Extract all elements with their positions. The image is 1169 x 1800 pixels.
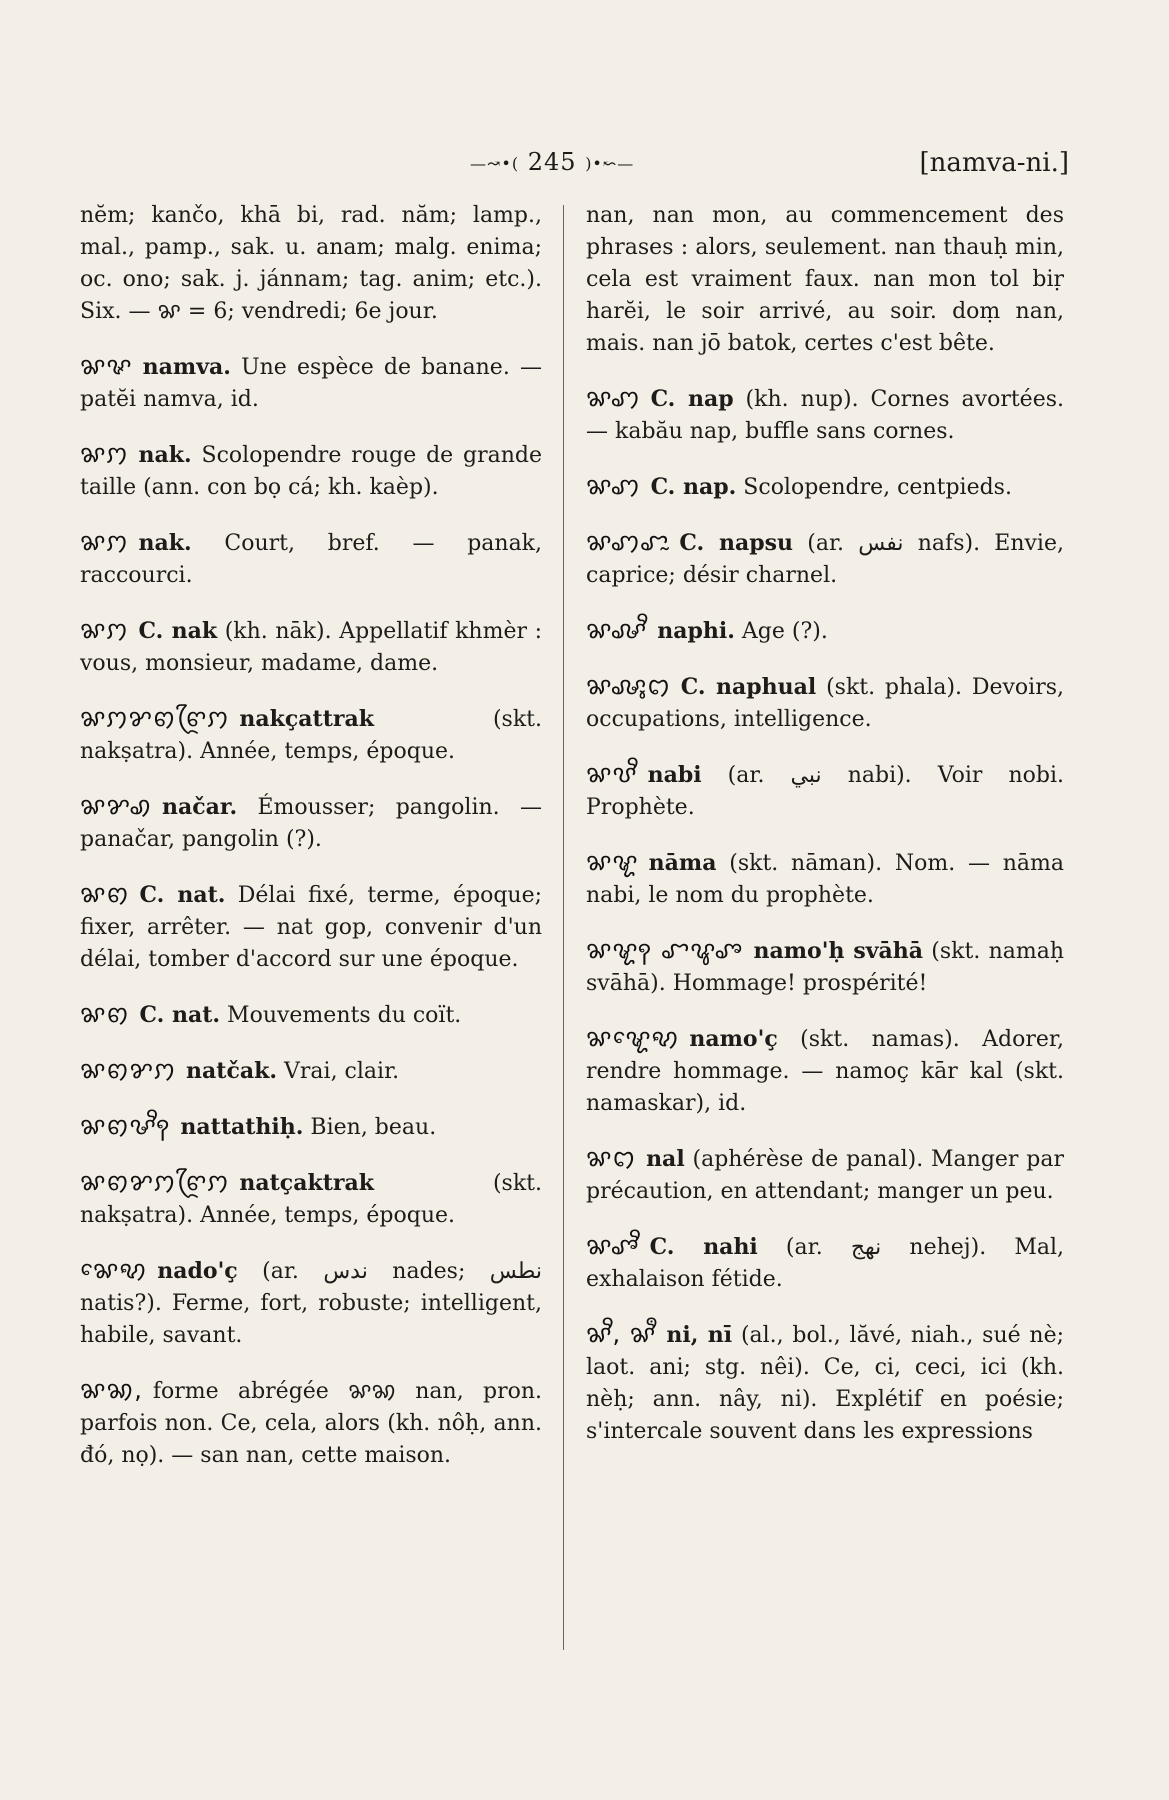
cham-script-glyphs: ꨗꨯꩋ — [80, 1256, 148, 1284]
dictionary-entry — [586, 670, 1064, 736]
cham-script-glyphs: ꨗꨪ, ꨗꨫ — [586, 1320, 657, 1348]
page-number-text: 245 — [527, 148, 577, 176]
entry-definition: Bien, beau. — [310, 1115, 437, 1140]
dictionary-entry — [80, 702, 542, 768]
entry-headword: nakçattrak — [239, 706, 374, 732]
cham-script-glyphs: ꨗꩅꨔꨪꩍ — [80, 1112, 171, 1140]
entry-headword: C. nat. — [139, 882, 226, 908]
entry-headword: C. nat. — [139, 1002, 221, 1028]
entry-definition: Délai fixé, terme, époque; fixer, arrêter. — nat gop, convenir d'un délai, tomber d'accord sur une époque. — [80, 883, 543, 972]
dictionary-entry — [586, 382, 1064, 448]
ornament-right: )•↜— — [585, 154, 635, 173]
cham-script-glyphs: ꨗꩇ — [586, 472, 641, 500]
ornament-left: —↝•( — [470, 154, 520, 173]
right-column — [586, 200, 1064, 1470]
entry-definition: Mouvements du coït. — [227, 1003, 462, 1028]
dictionary-entry — [80, 1254, 542, 1352]
dictionary-entry — [586, 1142, 1064, 1208]
dictionary-entry — [80, 878, 542, 976]
cham-script-glyphs: ꨗꨠꩍ ꨧꨥꨨ — [586, 936, 744, 964]
entry-definition: (skt. namaḥ svāhā). Hommage! prospérité! — [586, 939, 1064, 996]
entry-definition: (ar. ندس nades; نطس natis?). Ferme, fort, robuste; intelligent, habile, savant. — [80, 1259, 542, 1348]
dictionary-entry — [80, 438, 542, 504]
entry-definition: (kh. nup). Cornes avortées. — kabău nap, buffle sans cornes. — [586, 387, 1064, 444]
cham-script-glyphs: ꨗꨟ — [80, 352, 133, 380]
entry-headword: C. nap — [650, 386, 734, 412]
entry-headword: natčak. — [186, 1058, 278, 1084]
dictionary-entry — [80, 790, 542, 856]
entry-definition: (al., bol., lăvé, niah., sué nè; laot. ani; stg. nêi). Ce, ci, ceci, ici (kh. nèḥ; ann. nây, ni). Explétif en poésie; s'intercale souvent dans les expressions — [586, 1323, 1065, 1444]
dictionary-entry — [80, 1054, 542, 1088]
page-number — [470, 148, 634, 176]
cham-script-glyphs: ꨗꩇ — [586, 384, 641, 412]
dictionary-entry — [586, 614, 1064, 648]
cham-script-glyphs: ꨗꨠ — [586, 848, 639, 876]
cham-script-glyphs: ꨗꩊ — [586, 1144, 637, 1172]
cham-script-glyphs: ꨗꨌꩉ — [80, 792, 152, 820]
left-column — [80, 200, 542, 1494]
entry-headword: C. nap. — [650, 474, 737, 500]
entry-definition: (kh. nāk). Appellatif khmèr : vous, monsieur, madame, dame. — [80, 619, 543, 676]
entry-definition: Une espèce de banane. — patĕi namva, id. — [80, 355, 542, 412]
entry-headword: naphi. — [657, 618, 735, 644]
dictionary-entry — [586, 470, 1064, 504]
entry-definition: Vrai, clair. — [284, 1059, 400, 1084]
cham-script-glyphs: ꨗꩅꨌꩀꨓꨴꩀ — [80, 1168, 230, 1196]
dictionary-entry — [80, 1110, 542, 1144]
dictionary-entry — [80, 614, 542, 680]
dictionary-entry — [586, 846, 1064, 912]
entry-definition: (skt. phala). Devoirs, occupations, intelligence. — [586, 675, 1064, 732]
entry-headword: C. nahi — [649, 1234, 758, 1260]
dictionary-entry — [586, 1022, 1064, 1120]
cham-script-glyphs: ꨗꩅꨌꩀ — [80, 1056, 177, 1084]
entry-definition: (skt. nakṣatra). Année, temps, époque. — [80, 707, 542, 764]
entry-definition: (skt. namas). Adorer, rendre hommage. — namoç kār kal (skt. namaskar), id. — [586, 1027, 1064, 1116]
dictionary-entry — [586, 200, 1064, 360]
entry-headword: načar. — [162, 794, 238, 820]
dictionary-entry — [586, 1318, 1064, 1448]
entry-headword: nado'ç — [157, 1258, 238, 1284]
cham-script-glyphs: ꨗꩀ — [80, 616, 129, 644]
entry-definition: forme abrégée ꨗꩆ nan, pron. parfois non. Ce, cela, alors (kh. nôḥ, ann. đó, nọ). — san nan, cette maison. — [80, 1379, 542, 1468]
entry-headword: nabi — [647, 762, 702, 788]
entry-headword: C. napsu — [679, 530, 794, 556]
cham-script-glyphs: ꨗꩀ — [80, 440, 129, 468]
entry-headword: nak. — [138, 442, 192, 468]
cham-script-glyphs: ꨗꩀ — [80, 528, 129, 556]
entry-headword: namo'ḥ svāhā — [753, 938, 924, 964]
entry-headword: natçaktrak — [239, 1170, 374, 1196]
entry-definition: nĕm; kančo, khā bi, rad. năm; lamp., mal., pamp., sak. u. anam; malg. enima; oc. ono; sak. j. jánnam; tag. anim; etc.). Six. — ꨗ = 6; vendredi; 6e jour. — [80, 203, 542, 324]
entry-definition: (ar. نبي nabi). Voir nobi. Prophète. — [586, 763, 1064, 820]
entry-definition: (aphérèse de panal). Manger par précaution, en attendant; manger un peu. — [586, 1147, 1065, 1204]
entry-definition: Court, bref. — panak, raccourci. — [80, 531, 543, 588]
entry-definition: Émousser; pangolin. — panačar, pangolin (?). — [80, 795, 542, 852]
entry-definition: nan, nan mon, au commencement des phrases : alors, seulement. nan thauḥ min, cela est vraiment faux. nan mon tol biṛ harĕi, le soir arrivé, au soir. doṃ nan, mais. nan jō batok, certes c'est bête. — [586, 203, 1064, 356]
dictionary-entry — [80, 200, 542, 328]
entry-headword: namo'ç — [689, 1026, 778, 1052]
cham-script-glyphs: ꨗꩅ — [80, 880, 130, 908]
cham-script-glyphs: ꨗꩆ, — [80, 1376, 143, 1404]
entry-definition: (ar. نفس nafs). Envie, caprice; désir charnel. — [586, 531, 1064, 588]
cham-script-glyphs: ꨗꩅ — [80, 1000, 130, 1028]
entry-headword: C. nak — [138, 618, 218, 644]
dictionary-entry — [80, 350, 542, 416]
dictionary-entry — [80, 526, 542, 592]
entry-definition: (ar. نهج nehej). Mal, exhalaison fétide. — [586, 1235, 1064, 1292]
running-head: [namva-ni.] — [919, 148, 1069, 178]
dictionary-entry — [586, 758, 1064, 824]
entry-definition: (skt. nāman). Nom. — nāma nabi, le nom du prophète. — [586, 851, 1064, 908]
page-header — [0, 148, 1169, 188]
entry-definition: (skt. nakṣatra). Année, temps, époque. — [80, 1171, 542, 1228]
entry-headword: nattathiḥ. — [180, 1114, 304, 1140]
entry-definition: Age (?). — [741, 619, 828, 644]
cham-script-glyphs: ꨗꨨꨪ — [586, 1232, 640, 1260]
dictionary-entry — [80, 1374, 542, 1472]
column-divider — [563, 205, 564, 1650]
dictionary-entry — [586, 934, 1064, 1000]
cham-script-glyphs: ꨗꨜꨶꩊ — [586, 672, 671, 700]
cham-script-glyphs: ꨗꨝꨪ — [586, 760, 638, 788]
dictionary-entry — [586, 526, 1064, 592]
entry-definition: Scolopendre, centpieds. — [743, 475, 1012, 500]
dictionary-entry — [80, 1166, 542, 1232]
entry-definition: Scolopendre rouge de grande taille (ann. con bọ cá; kh. kaèp). — [80, 443, 542, 500]
entry-headword: nal — [646, 1146, 685, 1172]
cham-script-glyphs: ꨗꩀꨌꩅꨓꨴꩀ — [80, 704, 230, 732]
entry-headword: C. naphual — [680, 674, 817, 700]
cham-script-glyphs: ꨗꩇꨧꨭ — [586, 528, 670, 556]
cham-script-glyphs: ꨗꨜꨪ — [586, 616, 648, 644]
entry-headword: nak. — [138, 530, 192, 556]
dictionary-entry — [80, 998, 542, 1032]
dictionary-entry — [586, 1230, 1064, 1296]
entry-headword: ni, nī — [666, 1322, 733, 1348]
entry-headword: namva. — [142, 354, 231, 380]
cham-script-glyphs: ꨗꨠꨯꩋ — [586, 1024, 680, 1052]
entry-headword: nāma — [648, 850, 717, 876]
